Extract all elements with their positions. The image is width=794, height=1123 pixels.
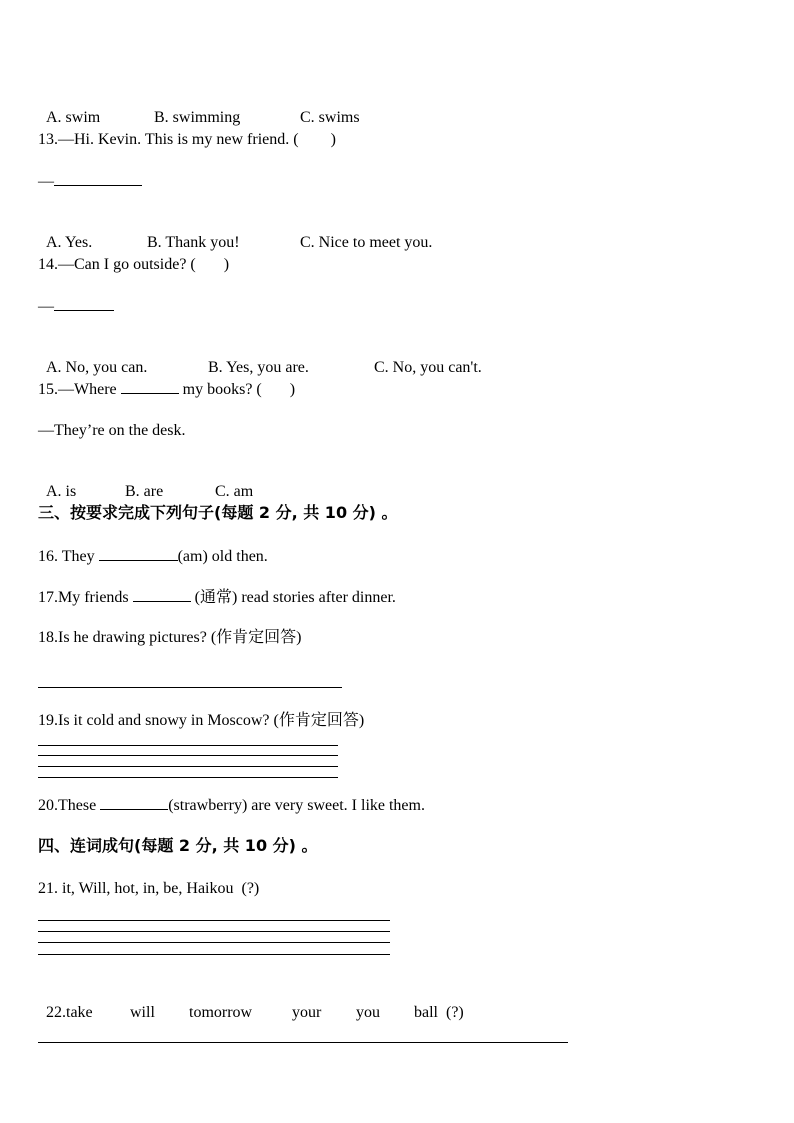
q12-options — [38, 88, 360, 128]
q16-prefix: 16. They — [38, 548, 99, 565]
q19-answer-line-3[interactable] — [38, 766, 338, 767]
q14-reply-dash: — — [38, 298, 54, 315]
q13-options — [38, 213, 432, 253]
q22-word-5: ball (?) — [414, 1004, 464, 1021]
q13-option-a[interactable]: A. Yes. — [46, 234, 93, 251]
q20-prompt — [38, 795, 425, 816]
q16-blank[interactable] — [99, 546, 178, 561]
q12-option-b[interactable]: B. swimming — [154, 109, 241, 126]
q22-word-4: you — [356, 1004, 380, 1021]
q13-answer-blank[interactable] — [54, 171, 142, 186]
q14-option-b[interactable]: B. Yes, you are. — [208, 359, 309, 376]
q15-options — [38, 462, 253, 502]
q19-answer-line-1[interactable] — [38, 745, 338, 746]
q18-answer-line[interactable] — [38, 687, 342, 688]
q21-answer-line-3[interactable] — [38, 942, 390, 943]
q22-word-1: will — [130, 1004, 155, 1021]
q15-answer: —They’re on the desk. — [38, 422, 186, 439]
q15-option-c[interactable]: C. am — [215, 483, 254, 500]
q15-prompt — [38, 379, 295, 400]
q21-prompt: 21. it, Will, hot, in, be, Haikou (?) — [38, 880, 260, 897]
q14-option-c[interactable]: C. No, you can't. — [374, 359, 482, 376]
section-3-heading: 三、按要求完成下列句子(每题 2 分, 共 10 分) 。 — [38, 503, 398, 522]
q19-answer-line-4[interactable] — [38, 777, 338, 778]
q19-prompt: 19.Is it cold and snowy in Moscow? (作肯定回答) — [38, 712, 365, 729]
q12-option-a[interactable]: A. swim — [46, 109, 101, 126]
q14-options — [38, 338, 482, 378]
q17-suffix: (通常) read stories after dinner. — [190, 589, 396, 606]
q22-answer-line[interactable] — [38, 1042, 568, 1043]
q22-number-word: 22.take — [46, 1004, 93, 1021]
q22-word-2: tomorrow — [189, 1004, 253, 1021]
q15-blank[interactable] — [121, 379, 179, 394]
q22-word-3: your — [292, 1004, 322, 1021]
q19-answer-line-2[interactable] — [38, 755, 338, 756]
q14-reply-line — [38, 296, 114, 317]
q15-prefix: 15.—Where — [38, 381, 121, 398]
q13-reply-dash: — — [38, 173, 54, 190]
q13-reply-line — [38, 171, 142, 192]
q14-answer-blank[interactable] — [54, 296, 114, 311]
q13-option-c[interactable]: C. Nice to meet you. — [300, 234, 433, 251]
q13-prompt: 13.—Hi. Kevin. This is my new friend. ( ) — [38, 131, 336, 148]
q15-option-a[interactable]: A. is — [46, 483, 77, 500]
q21-answer-line-1[interactable] — [38, 920, 390, 921]
section-4-heading: 四、连词成句(每题 2 分, 共 10 分) 。 — [38, 836, 318, 855]
q18-prompt: 18.Is he drawing pictures? (作肯定回答) — [38, 629, 302, 646]
q20-blank[interactable] — [100, 795, 168, 810]
q16-suffix: (am) old then. — [177, 548, 268, 565]
q12-option-c[interactable]: C. swims — [300, 109, 360, 126]
q17-prefix: 17.My friends — [38, 589, 133, 606]
q16-prompt — [38, 546, 268, 567]
q17-prompt — [38, 587, 396, 608]
q15-suffix: my books? ( ) — [178, 381, 296, 398]
q20-prefix: 20.These — [38, 797, 101, 814]
q14-prompt: 14.—Can I go outside? ( ) — [38, 256, 230, 273]
q22-prompt — [38, 983, 464, 1023]
q13-option-b[interactable]: B. Thank you! — [147, 234, 240, 251]
q17-blank[interactable] — [133, 587, 191, 602]
q15-option-b[interactable]: B. are — [125, 483, 164, 500]
q14-option-a[interactable]: A. No, you can. — [46, 359, 148, 376]
q21-answer-line-4[interactable] — [38, 954, 390, 955]
q21-answer-line-2[interactable] — [38, 931, 390, 932]
q20-suffix: (strawberry) are very sweet. I like them. — [168, 797, 425, 814]
